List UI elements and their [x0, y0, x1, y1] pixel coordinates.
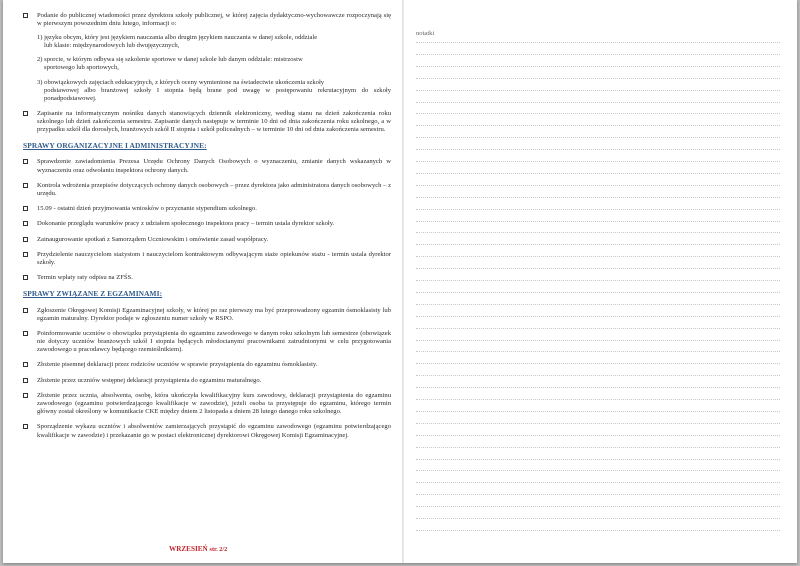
item-text: Zgłoszenie Okręgowej Komisji Egzaminacyjnej szkoły, w której po raz pierwszy ma być przeprowadzony egzamin ósmoklasisty lub egzamin maturalny. Dyrektor podaje w zgłoszeniu numer szkoły w RSPO.: [37, 306, 391, 322]
checkbox[interactable]: [23, 237, 28, 242]
left-page: [3, 0, 402, 563]
page-footer: [169, 545, 227, 553]
item-text: Sporządzenie wykazu uczniów i absolwentów zamierzających przystąpić do egzaminu zawodowego (egzaminu potwierdzającego kwalifikacje w zawodzie) i przekazanie go w postaci elektronicznej dyrektorowi Okręgowej Komisji Egzaminacyjnej.: [37, 423, 391, 439]
note-line: [416, 244, 780, 245]
note-line: [416, 399, 780, 400]
note-line: [416, 363, 780, 364]
note-line: [416, 125, 780, 126]
checkbox[interactable]: [23, 206, 28, 211]
list-item: [21, 330, 391, 354]
sub-item: 2) sporcie, w którym odbywa się szkolenie sportowe w danej szkole lub danym oddziale: mistrzostw sportowego lub sportowych,: [37, 56, 303, 72]
note-line: [416, 173, 780, 174]
item-text: Sprawdzenie zawiadomienia Prezesa Urzędu Ochrony Danych Osobowych o wyznaczeniu, zmianie danych wskazanych w wyznaczeniu oraz odwołaniu inspektora ochrony danych.: [37, 158, 391, 174]
note-line: [416, 316, 780, 317]
list-item: [21, 182, 391, 198]
note-line: [416, 423, 780, 424]
checkbox[interactable]: [23, 362, 28, 367]
list-item: [21, 251, 391, 267]
note-line: [416, 185, 780, 186]
note-line: [416, 209, 780, 210]
checkbox[interactable]: [23, 221, 28, 226]
note-line: [416, 482, 780, 483]
item-text: Zapisanie na informatycznym nośniku danych stanowiących dziennik elektroniczny, według stanu na dzień zakończenia roku szkolnego lub dzień zakończenia semestru. Zapisanie danych następuje w terminie 10 dni od dnia zakończenia roku szkolnego, a w przypadku szkół dla dorosłych, branżowych szkół II stopnia i szkół policealnych – w terminie 10 dni od dnia zakończenia semestru.: [37, 110, 391, 134]
checkbox[interactable]: [23, 13, 28, 18]
list-item: [21, 377, 391, 385]
note-line: [416, 411, 780, 412]
list-item: [21, 274, 391, 282]
note-line: [416, 447, 780, 448]
note-line: [416, 268, 780, 269]
list-item: [21, 110, 391, 134]
item-text: Poinformowanie uczniów o obowiązku przystąpienia do egzaminu zawodowego w danym roku szkolnym lub semestrze (obowiązek nie dotyczy uczniów branżowych szkół I stopnia będących młodocianymi pracownikami zatrudnionymi w celu przygotowania zawodowego u pracodawcy będącego rzemieślnikiem).: [37, 329, 391, 354]
notes-lines: [416, 42, 780, 547]
checkbox[interactable]: [23, 252, 28, 257]
note-line: [416, 470, 780, 471]
note-line: [416, 197, 780, 198]
note-line: [416, 232, 780, 233]
left-content: [21, 12, 391, 447]
note-line: [416, 292, 780, 293]
notes-label: notatki: [416, 30, 435, 37]
note-line: [416, 149, 780, 150]
item-text: Przydzielenie nauczycielom stażystom i nauczycielom kontraktowym odbywającym staże opiekunów stażu - termin ustala dyrektor szkoły.: [37, 251, 391, 267]
item-text: Złożenie przez uczniów wstępnej deklaracji przystąpienia do egzaminu maturalnego.: [37, 376, 262, 384]
note-line: [416, 113, 780, 114]
note-line: [416, 256, 780, 257]
sub-item: 3) obowiązkowych zajęciach edukacyjnych, z których oceny wymienione na świadectwie ukończenia szkoły podstawowej albo branżowej szkoły I stopnia będą brane pod uwagę w postępowaniu rekrutacyjnym do szkoły ponadpodstawowej.: [37, 78, 391, 102]
item-text: Dokonanie przeglądu warunków pracy z udziałem społecznego inspektora pracy – termin ustala dyrektor szkoły.: [37, 220, 335, 228]
note-line: [416, 375, 780, 376]
note-line: [416, 351, 780, 352]
list-item: [21, 361, 391, 369]
item-text: Kontrola wdrożenia przepisów dotyczących ochrony danych osobowych – przez dyrektora jako administratora danych osobowych – z urzędu.: [37, 181, 391, 197]
list-item: [21, 205, 391, 213]
checkbox[interactable]: [23, 275, 28, 280]
note-line: [416, 387, 780, 388]
sub-item: 1) języku obcym, który jest językiem nauczania albo drugim językiem nauczania w danej szkole, oddziale lub klasie: międzynarodowych lub dwujęzycznych,: [37, 34, 318, 50]
list-item: [21, 392, 391, 416]
list-item: [21, 236, 391, 244]
item-text: 15.09 - ostatni dzień przyjmowania wniosków o przyznanie stypendium szkolnego.: [37, 205, 257, 213]
note-line: [416, 280, 780, 281]
checkbox[interactable]: [23, 308, 28, 313]
checkbox[interactable]: [23, 378, 28, 383]
note-line: [416, 494, 780, 495]
footer-page-number: str. 2/2: [209, 546, 228, 553]
list-item: [21, 220, 391, 228]
checkbox[interactable]: [23, 159, 28, 164]
note-line: [416, 340, 780, 341]
note-line: [416, 161, 780, 162]
note-line: [416, 304, 780, 305]
note-line: [416, 78, 780, 79]
list-item: [21, 423, 391, 439]
note-line: [416, 328, 780, 329]
list-item: [21, 158, 391, 174]
checkbox[interactable]: [23, 393, 28, 398]
note-line: [416, 459, 780, 460]
note-line: [416, 221, 780, 222]
note-line: [416, 42, 780, 43]
note-line: [416, 66, 780, 67]
note-line: [416, 435, 780, 436]
checkbox[interactable]: [23, 331, 28, 336]
note-line: [416, 137, 780, 138]
right-page-notes: [404, 0, 797, 563]
checkbox[interactable]: [23, 183, 28, 188]
item-text: Złożenie przez ucznia, absolwenta, osobę, która ukończyła kwalifikacyjny kurs zawodowy, deklaracji przystąpienia do egzaminu zawodowego (egzaminu potwierdzającego kwalifikacje w zawodzie), jeżeli osoba ta przystępuje do egzaminu, którego termin główny został określony w komunikacie CKE między dniem 2 listopada a dniem 28 lutego danego roku szkolnego.: [37, 391, 391, 416]
checkbox[interactable]: [23, 424, 28, 429]
note-line: [416, 506, 780, 507]
book-spread: [3, 0, 797, 563]
note-line: [416, 102, 780, 103]
item-text: Podanie do publicznej wiadomości przez dyrektora szkoły publicznej, w której zajęcia dydaktyczno-wychowawcze rozpoczynają się w pierwszym powszednim dniu lutego, informacji o:: [37, 12, 391, 28]
list-item: [21, 12, 391, 103]
item-text: Zainaugurowanie spotkań z Samorządem Uczniowskim i omówienie zasad współpracy.: [37, 235, 269, 243]
section-heading-exam: SPRAWY ZWIĄZANE Z EGZAMINAMI:: [23, 289, 163, 299]
footer-month: WRZESIEŃ: [169, 545, 208, 553]
checkbox[interactable]: [23, 111, 28, 116]
list-item: [21, 307, 391, 323]
note-line: [416, 518, 780, 519]
item-text: Złożenie pisemnej deklaracji przez rodziców uczniów w sprawie przystąpienia do egzaminu ósmoklasisty.: [37, 361, 318, 369]
note-line: [416, 54, 780, 55]
note-line: [416, 90, 780, 91]
item-text: Termin wpłaty raty odpisu na ZFŚS.: [37, 274, 133, 282]
section-heading-org: SPRAWY ORGANIZACYJNE I ADMINISTRACYJNE:: [23, 141, 207, 151]
note-line: [416, 530, 780, 531]
